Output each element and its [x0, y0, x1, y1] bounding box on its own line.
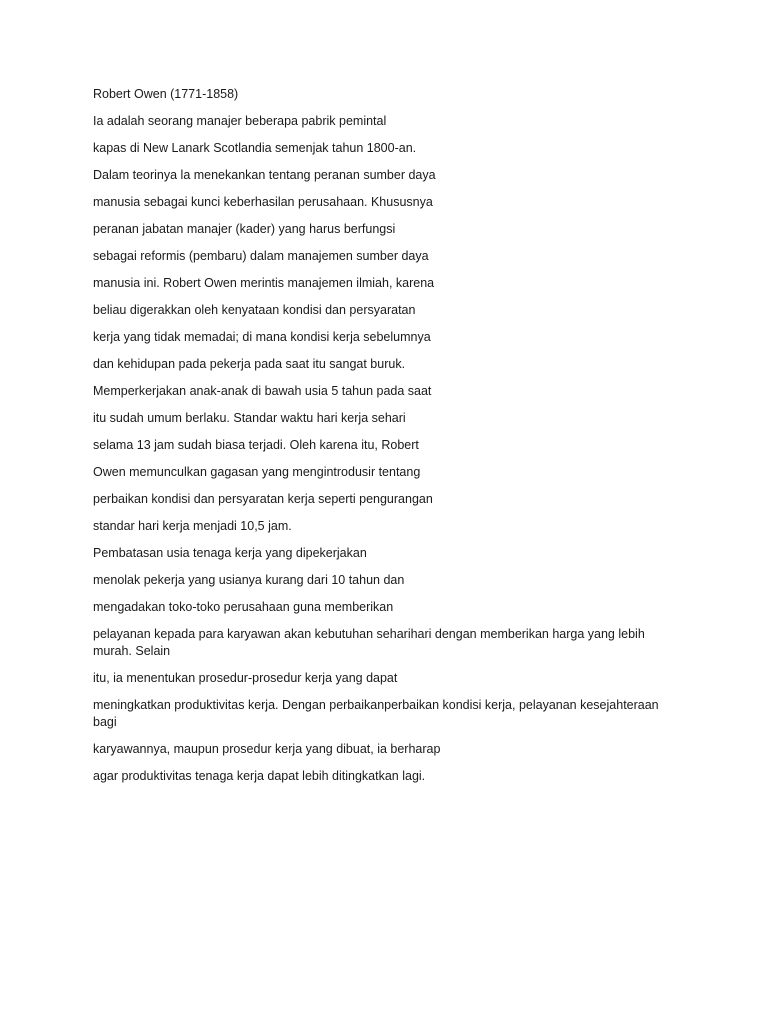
text-line: mengadakan toko-toko perusahaan guna memberikan	[93, 600, 394, 614]
text-line: peranan jabatan manajer (kader) yang harus berfungsi	[93, 222, 396, 236]
text-line: kapas di New Lanark Scotlandia semenjak tahun 1800-an.	[93, 141, 417, 155]
text-line: Memperkerjakan anak-anak di bawah usia 5 tahun pada saat	[93, 384, 432, 398]
text-line: karyawannya, maupun prosedur kerja yang dibuat, ia berharap	[93, 742, 441, 756]
text-line: Pembatasan usia tenaga kerja yang dipekerjakan	[93, 546, 367, 560]
text-line: agar produktivitas tenaga kerja dapat lebih ditingkatkan lagi.	[93, 769, 426, 783]
text-line: Ia adalah seorang manajer beberapa pabrik pemintal	[93, 114, 387, 128]
text-line: dan kehidupan pada pekerja pada saat itu sangat buruk.	[93, 357, 406, 371]
text-line: standar hari kerja menjadi 10,5 jam.	[93, 519, 292, 533]
text-line: menolak pekerja yang usianya kurang dari 10 tahun dan	[93, 573, 405, 587]
text-line: Owen memunculkan gagasan yang mengintrodusir tentang	[93, 465, 421, 479]
text-line: manusia ini. Robert Owen merintis manajemen ilmiah, karena	[93, 276, 435, 290]
text-line: itu, ia menentukan prosedur-prosedur kerja yang dapat	[93, 671, 398, 685]
text-line: selama 13 jam sudah biasa terjadi. Oleh karena itu, Robert	[93, 438, 419, 452]
text-line-wrapped: meningkatkan produktivitas kerja. Dengan perbaikanperbaikan kondisi kerja, pelayanan kesejahteraan bagi	[93, 698, 659, 729]
text-line: Dalam teorinya la menekankan tentang peranan sumber daya	[93, 168, 436, 182]
text-line: kerja yang tidak memadai; di mana kondisi kerja sebelumnya	[93, 330, 431, 344]
text-line: itu sudah umum berlaku. Standar waktu hari kerja sehari	[93, 411, 406, 425]
text-line: beliau digerakkan oleh kenyataan kondisi dan persyaratan	[93, 303, 416, 317]
text-line: sebagai reformis (pembaru) dalam manajemen sumber daya	[93, 249, 429, 263]
text-line: perbaikan kondisi dan persyaratan kerja seperti pengurangan	[93, 492, 433, 506]
document-title: Robert Owen (1771-1858)	[93, 87, 239, 101]
text-line: manusia sebagai kunci keberhasilan perusahaan. Khususnya	[93, 195, 433, 209]
document-page	[93, 86, 683, 785]
text-line-wrapped: pelayanan kepada para karyawan akan kebutuhan seharihari dengan memberikan harga yang lebih murah. Selain	[93, 627, 645, 658]
